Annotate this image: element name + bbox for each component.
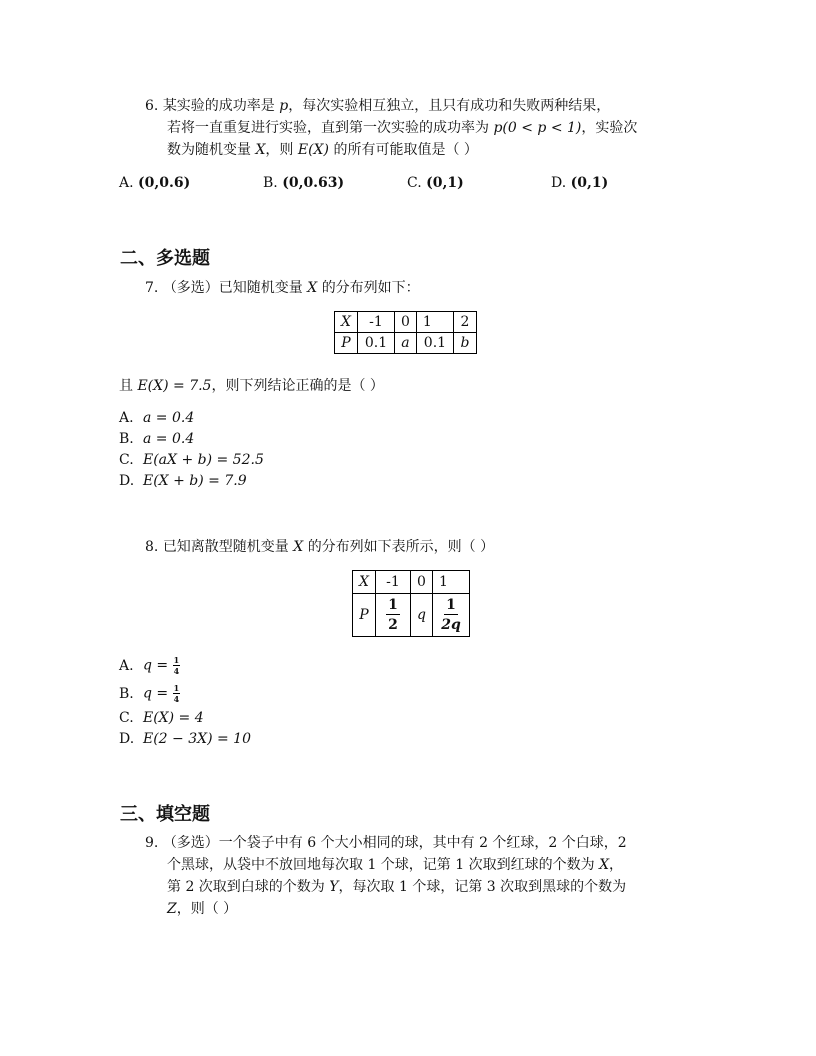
option-value: E(aX + b) = 52.5 xyxy=(143,452,264,468)
option-label: C. xyxy=(119,710,134,726)
question-text: 第 2 次取到白球的个数为 xyxy=(167,879,325,895)
table-cell: 2 xyxy=(453,312,476,333)
question-text: （多选）一个袋子中有 6 个大小相同的球，其中有 2 个红球，2 个白球，2 xyxy=(162,835,627,851)
table-cell: X xyxy=(353,571,376,594)
numerator: 1 xyxy=(173,683,180,693)
option-label: A. xyxy=(119,175,134,191)
question-6-line-1 xyxy=(145,95,610,117)
option-value: (0,0.6) xyxy=(138,175,191,191)
question-text: 已知离散型随机变量 xyxy=(162,539,289,555)
table-row xyxy=(353,594,470,637)
question-7-condition xyxy=(119,375,384,397)
option-a[interactable] xyxy=(119,175,190,191)
option-label: B. xyxy=(119,685,134,702)
section-heading: 三、填空题 xyxy=(120,804,210,825)
option-value: a = 0.4 xyxy=(143,410,195,426)
option-c[interactable] xyxy=(407,175,464,191)
math-variable: X xyxy=(307,280,318,296)
math-variable: Z xyxy=(167,901,177,917)
option-d[interactable] xyxy=(119,473,247,489)
table-cell: 0.1 xyxy=(358,333,395,354)
math-variable: X xyxy=(255,142,266,158)
question-9-line-3 xyxy=(167,876,626,898)
table-row xyxy=(353,571,470,594)
question-8-line-1 xyxy=(145,536,494,558)
option-b[interactable] xyxy=(263,175,344,191)
table-row xyxy=(335,312,477,333)
table-cell: 0 xyxy=(395,312,417,333)
math-expression: E(X) xyxy=(297,142,329,158)
denominator: 4 xyxy=(173,694,180,704)
question-6-line-2 xyxy=(167,117,637,139)
fraction xyxy=(386,598,400,632)
table-cell: 1 xyxy=(432,571,469,594)
option-c[interactable] xyxy=(119,710,204,726)
option-b[interactable] xyxy=(119,431,194,447)
option-label: B. xyxy=(119,431,134,447)
option-value: E(X) = 4 xyxy=(143,710,204,726)
option-label: A. xyxy=(119,410,134,426)
question-6-line-3 xyxy=(167,139,478,161)
option-value: E(2 − 3X) = 10 xyxy=(143,731,252,747)
option-value: (0,1) xyxy=(426,175,464,191)
option-label: D. xyxy=(119,731,135,747)
question-9-line-4 xyxy=(167,898,237,920)
table-cell: -1 xyxy=(376,571,411,594)
question-number: 9. xyxy=(145,835,159,851)
table-cell: P xyxy=(335,333,358,354)
table-cell xyxy=(376,594,411,637)
option-label: A. xyxy=(119,657,134,674)
option-label: B. xyxy=(263,175,278,191)
math-variable: X xyxy=(293,539,304,555)
option-a[interactable] xyxy=(119,410,194,426)
option-d[interactable] xyxy=(551,175,608,191)
numerator: 1 xyxy=(173,655,180,665)
numerator: 1 xyxy=(388,597,398,613)
table-cell: 1 xyxy=(416,312,453,333)
question-9-line-1 xyxy=(145,832,627,854)
option-c[interactable] xyxy=(119,452,264,468)
fraction xyxy=(173,656,181,675)
option-label: D. xyxy=(119,473,135,489)
option-label: C. xyxy=(407,175,422,191)
question-9-line-2 xyxy=(167,854,623,876)
math-expression: E(X) = 7.5 xyxy=(137,378,212,394)
math-variable: X xyxy=(599,857,610,873)
question-text: ，则下列结论正确的是（ ） xyxy=(211,378,384,394)
option-value: (0,1) xyxy=(570,175,609,191)
table-row xyxy=(335,333,477,354)
question-number: 8. xyxy=(145,539,159,555)
math-variable: p xyxy=(279,98,289,114)
option-a[interactable] xyxy=(119,656,180,675)
table-cell: 0 xyxy=(411,571,433,594)
question-7-line-1 xyxy=(145,277,420,299)
question-text: ，则 xyxy=(265,142,294,158)
table-cell: P xyxy=(353,594,376,637)
question-text: 且 xyxy=(119,378,133,394)
option-value: (0,0.63) xyxy=(282,175,345,191)
question-text: ，每次实验相互独立，且只有成功和失败两种结果， xyxy=(288,98,611,114)
numerator: 1 xyxy=(446,597,456,613)
question-text: 的所有可能取值是（ ） xyxy=(333,142,478,158)
question-text: ，每次取 1 个球，记第 3 次取到黑球的个数为 xyxy=(338,879,627,895)
denominator: 2q xyxy=(441,617,461,633)
question-text: 的分布列如下表所示，则（ ） xyxy=(307,539,495,555)
math-expression: p(0 < p < 1) xyxy=(493,120,582,136)
question-text: 若将一直重复进行实验，直到第一次实验的成功率为 xyxy=(167,120,489,136)
table-cell: X xyxy=(335,312,358,333)
table-cell: 0.1 xyxy=(416,333,453,354)
table-cell: a xyxy=(395,333,417,354)
section-heading: 二、多选题 xyxy=(120,248,210,269)
math-variable: Y xyxy=(329,879,339,895)
question-text: ，则（ ） xyxy=(176,901,238,917)
option-value: q = xyxy=(143,685,169,702)
table-cell: -1 xyxy=(358,312,395,333)
question-text: ，实验次 xyxy=(581,120,638,136)
option-d[interactable] xyxy=(119,731,251,747)
option-value: E(X + b) = 7.9 xyxy=(143,473,247,489)
option-b[interactable] xyxy=(119,684,180,703)
question-text: 某实验的成功率是 xyxy=(162,98,275,114)
table-cell: b xyxy=(453,333,476,354)
distribution-table xyxy=(352,570,470,637)
question-text: 个黑球，从袋中不放回地每次取 1 个球，记第 1 次取到红球的个数为 xyxy=(167,857,595,873)
fraction xyxy=(441,598,461,632)
question-number: 7. xyxy=(145,280,159,296)
fraction xyxy=(173,684,181,703)
option-value: a = 0.4 xyxy=(143,431,195,447)
option-label: D. xyxy=(551,175,567,191)
question-text: ， xyxy=(609,857,624,873)
table-cell: q xyxy=(411,594,433,637)
denominator: 4 xyxy=(173,666,180,676)
question-number: 6. xyxy=(145,98,159,114)
question-text: 数为随机变量 xyxy=(167,142,251,158)
table-cell xyxy=(432,594,469,637)
option-value: q = xyxy=(143,657,169,674)
question-text: 的分布列如下： xyxy=(321,280,420,296)
option-label: C. xyxy=(119,452,134,468)
denominator: 2 xyxy=(388,617,398,633)
distribution-table xyxy=(334,311,477,354)
question-text: （多选）已知随机变量 xyxy=(162,280,303,296)
